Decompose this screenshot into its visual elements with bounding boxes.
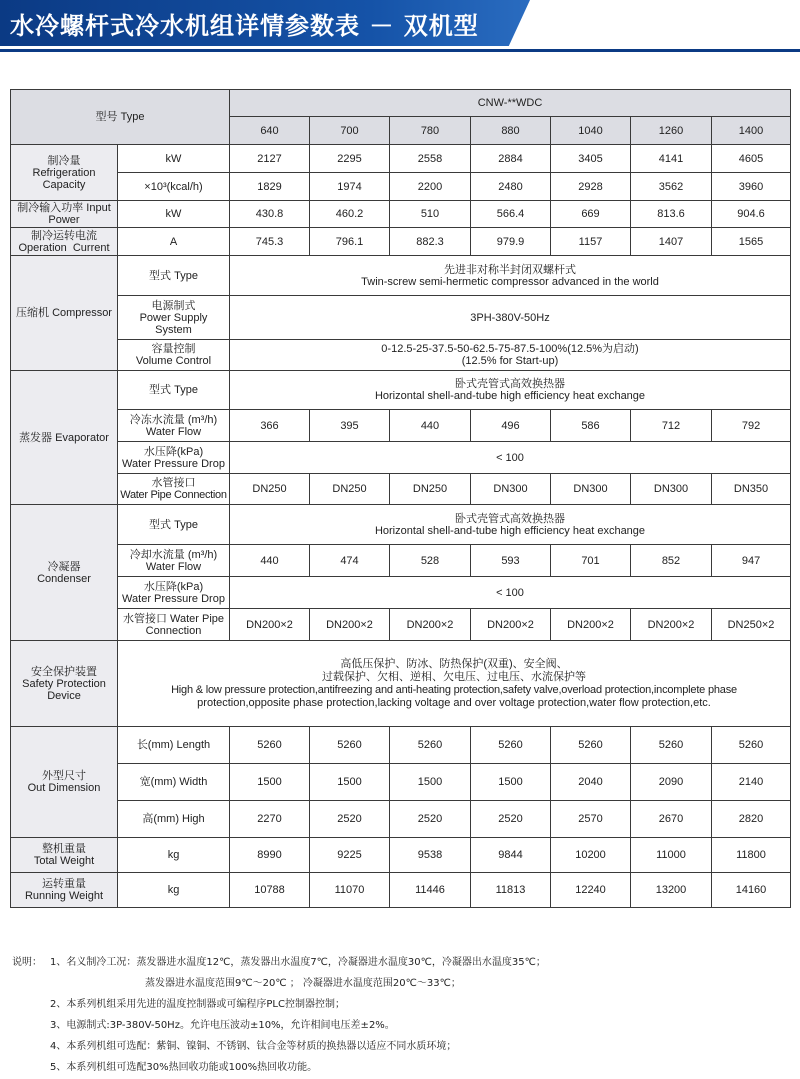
note-item: 2、本系列机组采用先进的温度控制器或可编程序PLC控制器控制； (50, 999, 345, 1010)
evaporator-drop-value: < 100 (230, 442, 791, 474)
table-cell: 1565 (712, 228, 791, 256)
table-cell: 1829 (230, 173, 310, 201)
table-cell: 2270 (230, 801, 310, 838)
page-title: 水冷螺杆式冷水机组详情参数表 － 双机型 (10, 12, 479, 40)
unit-kg: kg (118, 873, 230, 908)
volume-control-value: 0-12.5-25-37.5-50-62.5-75-87.5-100%(12.5%为启动) (12.5% for Start-up) (230, 340, 791, 371)
model-1040: 1040 (551, 117, 631, 145)
table-cell: 2040 (551, 764, 631, 801)
height-label: 高(mm) High (118, 801, 230, 838)
table-cell: 474 (310, 545, 390, 577)
table-cell: 796.1 (310, 228, 390, 256)
note-item: 3、电源制式:3P-380V-50Hz。允许电压波动±10%，允许相间电压差±2%。 (50, 1020, 395, 1031)
table-cell: 14160 (712, 873, 791, 908)
notes-label: 说明： (12, 957, 42, 968)
volume-control-label: 容量控制 Volume Control (118, 340, 230, 371)
table-cell: DN300 (631, 474, 712, 505)
table-cell: 12240 (551, 873, 631, 908)
table-cell: 1500 (471, 764, 551, 801)
note-item: 1、名义制冷工况：蒸发器进水温度12℃，蒸发器出水温度7℃，冷凝器进水温度30℃，冷凝器出水温度35℃； (50, 957, 546, 968)
power-supply-value: 3PH-380V-50Hz (230, 296, 791, 340)
table-cell: 4605 (712, 145, 791, 173)
title-underline (0, 49, 800, 52)
table-cell: 496 (471, 410, 551, 442)
table-cell: 2928 (551, 173, 631, 201)
evaporator-label: 蒸发器 Evaporator (11, 371, 118, 505)
table-cell: DN250 (390, 474, 471, 505)
table-cell: 792 (712, 410, 791, 442)
table-cell: 669 (551, 201, 631, 228)
table-cell: 9844 (471, 838, 551, 873)
table-cell: 8990 (230, 838, 310, 873)
evaporator-flow-label: 冷冻水流量 (m³/h) Water Flow (118, 410, 230, 442)
refrigeration-capacity-label: 制冷量 Refrigeration Capacity (11, 145, 118, 201)
unit-kcal: ×10³(kcal/h) (118, 173, 230, 201)
power-supply-label: 电源制式 Power Supply System (118, 296, 230, 340)
type-header: 型号 Type (11, 90, 230, 145)
table-cell: 2140 (712, 764, 791, 801)
table-cell: 979.9 (471, 228, 551, 256)
table-cell: 2520 (390, 801, 471, 838)
table-cell: 2127 (230, 145, 310, 173)
notes-section (12, 952, 792, 1078)
note-item: 5、本系列机组可选配30%热回收功能或100%热回收功能。 (50, 1062, 318, 1073)
table-cell: 5260 (310, 727, 390, 764)
table-cell: 745.3 (230, 228, 310, 256)
table-cell: 586 (551, 410, 631, 442)
dimension-label: 外型尺寸 Out Dimension (11, 727, 118, 838)
note-item: 蒸发器进水温度范围9℃～20℃ ； 冷凝器进水温度范围20℃～33℃； (145, 978, 461, 989)
table-cell: 1407 (631, 228, 712, 256)
compressor-label: 压缩机 Compressor (11, 256, 118, 371)
table-cell: 2670 (631, 801, 712, 838)
model-640: 640 (230, 117, 310, 145)
table-cell: 5260 (390, 727, 471, 764)
note-item: 4、本系列机组可选配：紫铜、镍铜、不锈钢、钛合金等材质的换热器以适应不同水质环境； (50, 1041, 457, 1052)
table-cell: 2090 (631, 764, 712, 801)
table-cell: 904.6 (712, 201, 791, 228)
table-cell: 11813 (471, 873, 551, 908)
table-cell: 1500 (310, 764, 390, 801)
table-cell: DN200×2 (471, 609, 551, 641)
table-cell: 3562 (631, 173, 712, 201)
table-cell: 10200 (551, 838, 631, 873)
table-cell: 2884 (471, 145, 551, 173)
table-cell: 9225 (310, 838, 390, 873)
table-cell: 2480 (471, 173, 551, 201)
unit-kg: kg (118, 838, 230, 873)
evaporator-type-label: 型式 Type (118, 371, 230, 410)
table-cell: 2570 (551, 801, 631, 838)
condenser-drop-label: 水压降(kPa) Water Pressure Drop (118, 577, 230, 609)
evaporator-pipe-label: 水管接口 Water Pipe Connection (118, 474, 230, 505)
evaporator-type-value: 卧式壳管式高效换热器 Horizontal shell-and-tube high efficiency heat exchange (230, 371, 791, 410)
condenser-type-label: 型式 Type (118, 505, 230, 545)
table-cell: 510 (390, 201, 471, 228)
table-cell: 11800 (712, 838, 791, 873)
table-cell: 2520 (471, 801, 551, 838)
compressor-type-label: 型式 Type (118, 256, 230, 296)
table-cell: 5260 (230, 727, 310, 764)
table-cell: 11446 (390, 873, 471, 908)
table-cell: 5260 (712, 727, 791, 764)
table-cell: DN250×2 (712, 609, 791, 641)
table-cell: 9538 (390, 838, 471, 873)
safety-label: 安全保护装置 Safety Protection Device (11, 641, 118, 727)
table-cell: 566.4 (471, 201, 551, 228)
table-cell: 440 (230, 545, 310, 577)
table-cell: DN200×2 (310, 609, 390, 641)
table-cell: DN300 (471, 474, 551, 505)
model-880: 880 (471, 117, 551, 145)
table-cell: 3405 (551, 145, 631, 173)
table-cell: 852 (631, 545, 712, 577)
table-cell: 366 (230, 410, 310, 442)
condenser-flow-label: 冷却水流量 (m³/h) Water Flow (118, 545, 230, 577)
table-cell: 10788 (230, 873, 310, 908)
input-power-label: 制冷输入功率 Input Power (11, 201, 118, 228)
series-header: CNW-**WDC (230, 90, 791, 117)
table-cell: 11000 (631, 838, 712, 873)
table-cell: 712 (631, 410, 712, 442)
compressor-type-value: 先进非对称半封闭双螺杆式 Twin-screw semi-hermetic compressor advanced in the world (230, 256, 791, 296)
table-cell: 13200 (631, 873, 712, 908)
table-cell: DN350 (712, 474, 791, 505)
table-cell: DN250 (230, 474, 310, 505)
table-cell: 3960 (712, 173, 791, 201)
unit-kw: kW (118, 145, 230, 173)
table-cell: 1974 (310, 173, 390, 201)
condenser-label: 冷凝器 Condenser (11, 505, 118, 641)
table-cell: 701 (551, 545, 631, 577)
model-700: 700 (310, 117, 390, 145)
table-cell: DN250 (310, 474, 390, 505)
model-780: 780 (390, 117, 471, 145)
operation-current-label: 制冷运转电流 Operation Current (11, 228, 118, 256)
table-cell: 1500 (230, 764, 310, 801)
table-cell: 2558 (390, 145, 471, 173)
table-cell: 947 (712, 545, 791, 577)
table-cell: 1500 (390, 764, 471, 801)
unit-ampere: A (118, 228, 230, 256)
table-cell: 528 (390, 545, 471, 577)
table-cell: 2200 (390, 173, 471, 201)
table-cell: DN200×2 (390, 609, 471, 641)
model-1400: 1400 (712, 117, 791, 145)
table-cell: 11070 (310, 873, 390, 908)
table-cell: 5260 (631, 727, 712, 764)
table-cell: DN300 (551, 474, 631, 505)
table-cell: 2520 (310, 801, 390, 838)
unit-kw: kW (118, 201, 230, 228)
spec-table (10, 89, 791, 908)
table-cell: 460.2 (310, 201, 390, 228)
total-weight-label: 整机重量 Total Weight (11, 838, 118, 873)
table-cell: 813.6 (631, 201, 712, 228)
table-cell: 430.8 (230, 201, 310, 228)
condenser-pipe-label: 水管接口 Water Pipe Connection (118, 609, 230, 641)
condenser-drop-value: < 100 (230, 577, 791, 609)
evaporator-drop-label: 水压降(kPa) Water Pressure Drop (118, 442, 230, 474)
table-cell: 440 (390, 410, 471, 442)
table-cell: DN200×2 (551, 609, 631, 641)
table-cell: 395 (310, 410, 390, 442)
condenser-type-value: 卧式壳管式高效换热器 Horizontal shell-and-tube high efficiency heat exchange (230, 505, 791, 545)
safety-value: 高低压保护、防冰、防热保护(双重)、安全阀、 过载保护、欠相、逆相、欠电压、过电压、水流保护等 High & low pressure protection,antifreezing and anti-heating protection,safety valve,overload protection,incomplete phase protection,opposite phase protection,lacking voltage and over voltage protection,water flow protection,etc. (118, 641, 791, 727)
running-weight-label: 运转重量 Running Weight (11, 873, 118, 908)
table-cell: 882.3 (390, 228, 471, 256)
length-label: 长(mm) Length (118, 727, 230, 764)
width-label: 宽(mm) Width (118, 764, 230, 801)
table-cell: 1157 (551, 228, 631, 256)
table-cell: 5260 (471, 727, 551, 764)
table-cell: 2295 (310, 145, 390, 173)
table-cell: 5260 (551, 727, 631, 764)
table-cell: 593 (471, 545, 551, 577)
table-cell: 4141 (631, 145, 712, 173)
table-cell: DN200×2 (230, 609, 310, 641)
table-cell: 2820 (712, 801, 791, 838)
model-1260: 1260 (631, 117, 712, 145)
table-cell: DN200×2 (631, 609, 712, 641)
